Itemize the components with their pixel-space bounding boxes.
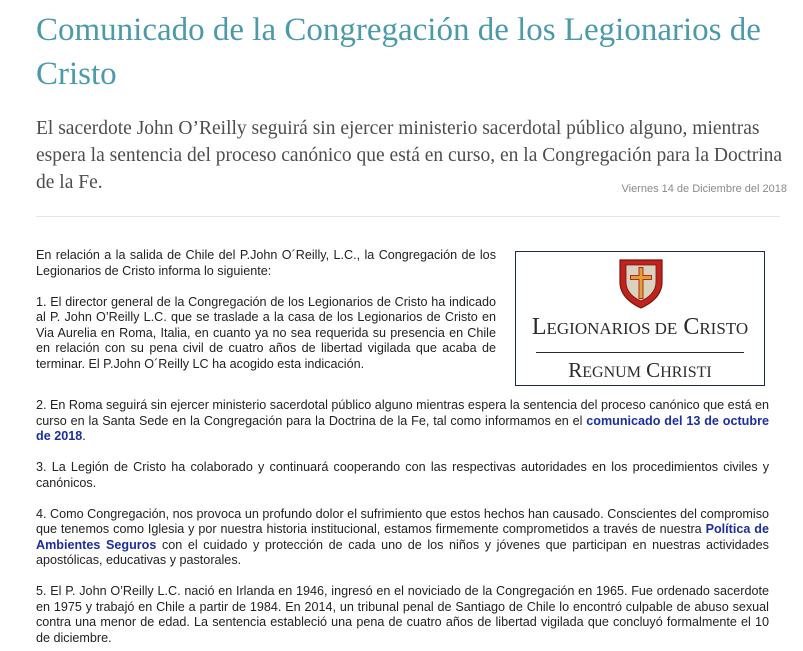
legionarios-logo xyxy=(515,251,765,386)
publication-date: Viernes 14 de Diciembre del 2018 xyxy=(621,183,787,195)
paragraph-1: 1. El director general de la Congregación de los Legionarios de Cristo ha indicado al P. John O’Reilly L.C. que se traslade a la casa de los Legionarios de Cristo en Via Aurelia en Roma, Italia, en cuanto ya no sea requerida su presencia en Chile en relación con su pena civil de cuatro años de libertad vigilada que acaba de terminar. El P.John O´Reilly LC ha acogido esta indicación. xyxy=(36,294,496,371)
body-left-column xyxy=(36,248,496,372)
shield-cross-icon xyxy=(616,256,666,310)
paragraph-3: 3. La Legión de Cristo ha colaborado y continuará cooperando con las respectivas autoridades en los procedimientos civiles y canónicos. xyxy=(36,460,769,490)
intro-paragraph: En relación a la salida de Chile del P.John O´Reilly, L.C., la Congregación de los Legionarios de Cristo informa lo siguiente: xyxy=(36,248,496,278)
comunicado-link[interactable]: comunicado del 13 de octubre de 2018 xyxy=(36,413,769,443)
paragraph-4: 4. Como Congregación, nos provoca un profundo dolor el sufrimiento que estos hechos han causado. Conscientes del compromiso que tenemos como Iglesia y por nuestra historia institucional, estamos firmemente comprometidos a través de nuestra Política de Ambientes Seguros con el cuidado y protección de cada uno de los niños y jóvenes que participan en nuestras actividades apostólicas, educativas y pastorales. xyxy=(36,506,769,567)
logo-text-legionarios: LEGIONARIOS DE CRISTO xyxy=(531,314,749,340)
header-divider xyxy=(36,216,780,217)
logo-divider xyxy=(536,352,744,353)
logo-text-regnum: REGNUM CHRISTI xyxy=(568,358,712,382)
paragraph-2: 2. En Roma seguirá sin ejercer ministerio sacerdotal público alguno mientras espera la sentencia del proceso canónico que está en curso en la Santa Sede en la Congregación para la Doctrina de la Fe, tal como informamos en el comunicado del 13 de octubre de 2018. xyxy=(36,398,769,443)
body-main-column xyxy=(36,398,769,646)
politica-ambientes-link[interactable]: Política de Ambientes Seguros xyxy=(36,522,769,552)
article-title: Comunicado de la Congregación de los Legionarios de Cristo xyxy=(36,12,761,92)
article-subtitle: El sacerdote John O’Reilly seguirá sin ejercer ministerio sacerdotal público alguno, mientras espera la sentencia del proceso canónico que está en curso, en la Congregación para la Doctrina de la Fe. xyxy=(36,118,783,193)
paragraph-5: 5. El P. John O’Reilly L.C. nació en Irlanda en 1946, ingresó en el noviciado de la Congregación en 1965. Fue ordenado sacerdote en 1975 y trabajó en Chile a partir de 1984. En 2014, un tribunal penal de Santiago de Chile lo encontró culpable de abuso sexual contra una menor de edad. La sentencia estableció una pena de cuatro años de libertad vigilada que concluyó formalmente el 10 de diciembre. xyxy=(36,584,769,645)
